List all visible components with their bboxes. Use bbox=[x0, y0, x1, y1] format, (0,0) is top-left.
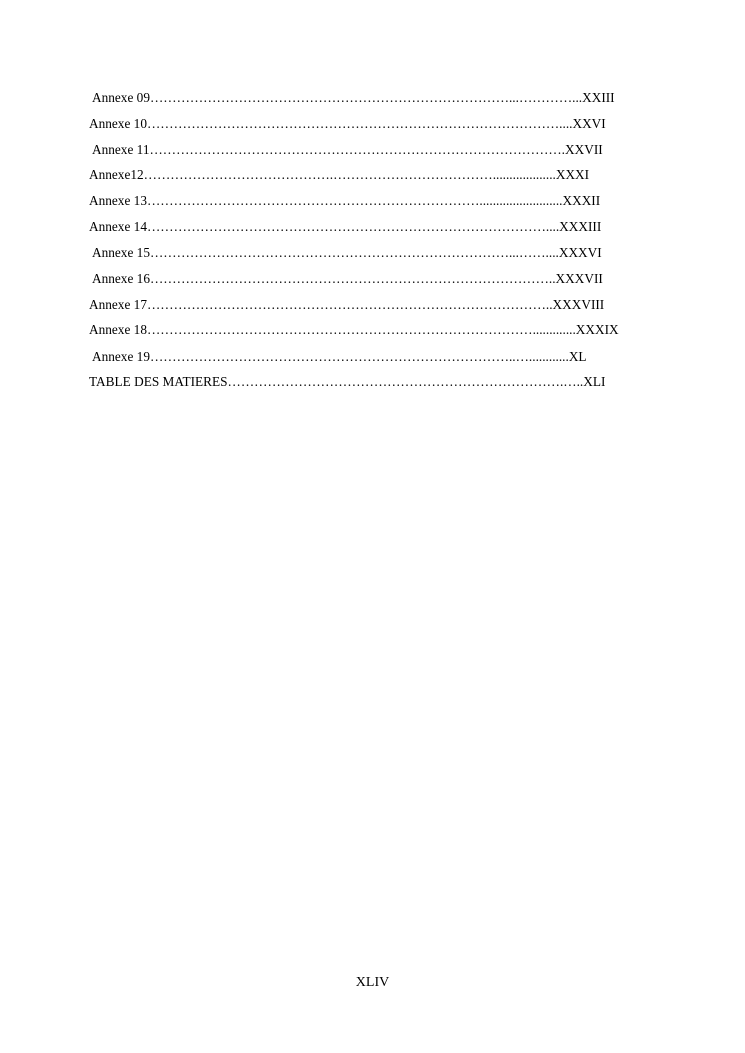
toc-entry bbox=[92, 88, 655, 108]
toc-entry bbox=[89, 320, 656, 340]
toc-entry-text: Annexe 10…………………………………………………………………………………....XXVI bbox=[89, 116, 606, 131]
toc-entry bbox=[89, 114, 656, 134]
toc-entry-text: Annexe 19………………………………………………………………………..…............XL bbox=[92, 349, 587, 364]
toc-entry bbox=[92, 140, 655, 160]
toc-entry bbox=[92, 243, 655, 263]
toc-entry bbox=[89, 372, 653, 392]
toc-entry bbox=[89, 217, 656, 237]
toc-entry bbox=[92, 347, 655, 367]
toc-entry-text: Annexe 13………………………………………………………………….........................XXXII bbox=[89, 193, 601, 208]
toc-entry-text: Annexe 11………………………………………………………………………………….XXVII bbox=[92, 142, 603, 157]
toc-entry bbox=[89, 191, 656, 211]
toc-entry-text: Annexe 17………………………………………………………………………………..XXXVIII bbox=[89, 297, 605, 312]
toc-entry-text: Annexe 09………………………………………………………………………...…………...XXIII bbox=[92, 90, 615, 105]
toc-entry-text: Annexe 15………………………………………………………………………...……....XXXVI bbox=[92, 245, 602, 260]
page-number: XLIV bbox=[355, 975, 390, 990]
toc-entry bbox=[89, 295, 656, 315]
toc-entry-text: Annexe12…………………………………….………………………………...................XXXI bbox=[89, 167, 590, 182]
toc-entry bbox=[89, 165, 656, 185]
toc-entry-text: TABLE DES MATIERES………………………………………………………………….…..XLI bbox=[89, 374, 606, 389]
toc-entry-text: Annexe 14………………………………………………………………………………....XXXIII bbox=[89, 219, 602, 234]
toc-entry-text: Annexe 16………………………………………………………………………………..XXXVII bbox=[92, 271, 603, 286]
toc-entry-text: Annexe 18…………………………………………………………………………….............XXXIX bbox=[89, 322, 619, 337]
toc-entry bbox=[92, 269, 655, 289]
